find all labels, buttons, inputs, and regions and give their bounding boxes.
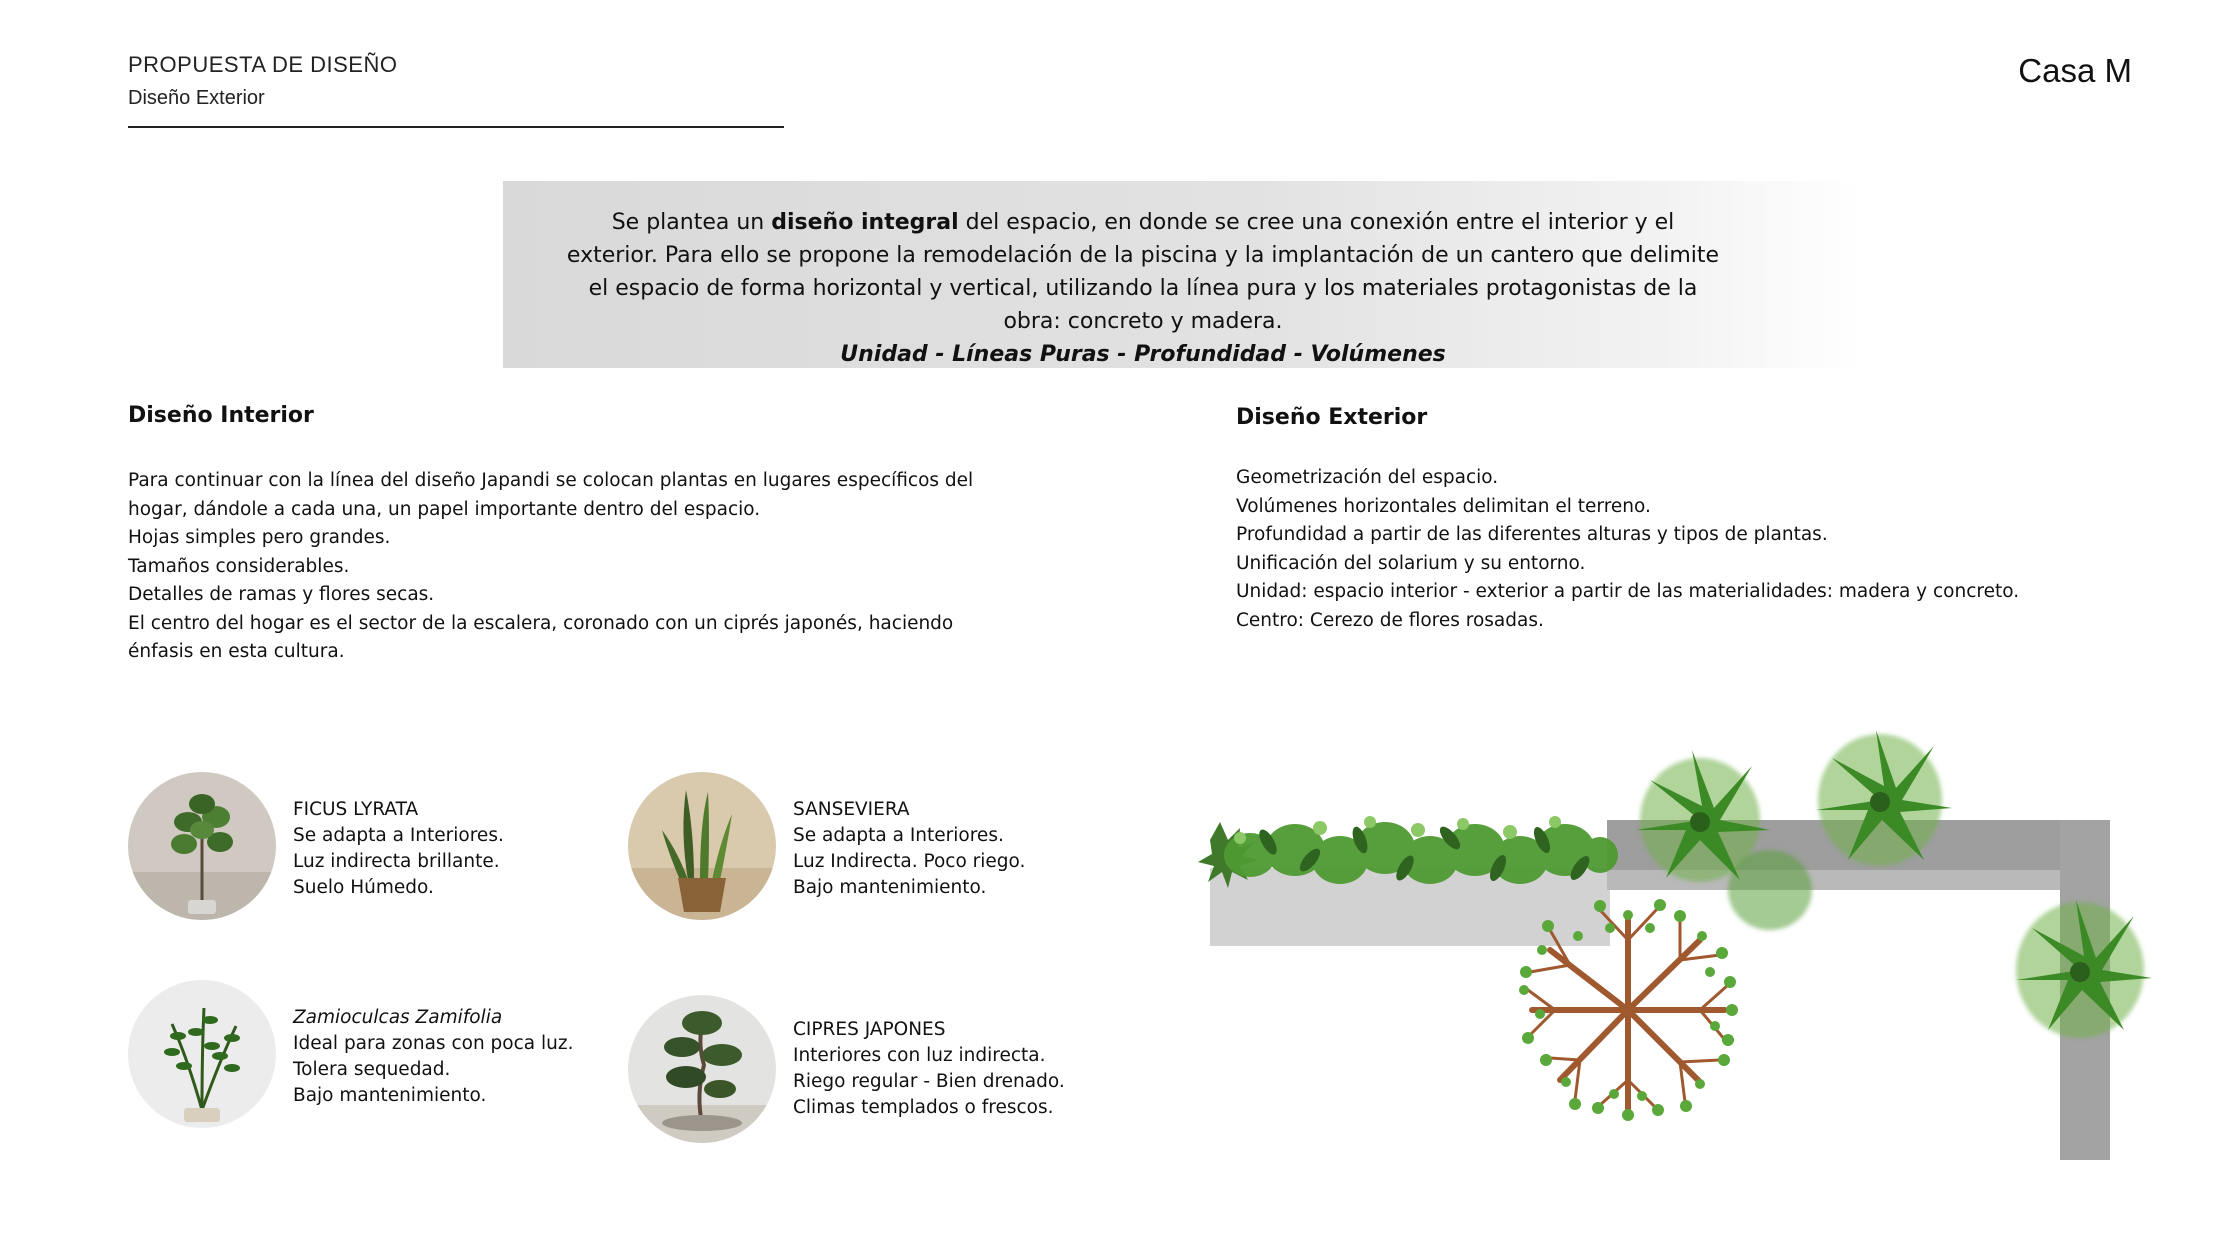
interior-line: El centro del hogar es el sector de la escalera, coronado con un ciprés japonés, haciendo [128,612,954,634]
intro-text-start: Se plantea un [611,210,765,235]
plant-detail: Se adapta a Interiores. [293,825,504,846]
interior-line: Detalles de ramas y flores secas. [128,584,435,605]
plant-name: FICUS LYRATA [293,799,419,820]
interior-title: Diseño Interior [128,403,314,428]
exterior-title: Diseño Exterior [1236,405,1428,430]
plant-info [293,797,504,901]
site-plan-illustration [1180,710,2200,1170]
exterior-line: Volúmenes horizontales delimitan el terreno. [1236,495,1651,517]
interior-line: Para continuar con la línea del diseño Japandi se colocan plantas en lugares específicos del [128,470,974,491]
plant-detail: Luz indirecta brillante. [293,851,500,872]
plant-name: Zamioculcas Zamifolia [293,1007,503,1028]
exterior-line: Profundidad a partir de las diferentes alturas y tipos de plantas. [1236,524,1828,545]
central-tree [1519,899,1738,1121]
plant-detail: Luz Indirecta. Poco riego. [793,851,1026,872]
plant-detail: Interiores con luz indirecta. [793,1045,1046,1066]
exterior-text [1236,464,2019,635]
ficus-photo [128,772,276,920]
interior-line: Tamaños considerables. [128,555,350,577]
plant-detail: Tolera sequedad. [293,1059,451,1080]
interior-text [128,467,973,667]
plant-detail: Climas templados o frescos. [793,1097,1054,1118]
plant-info [793,1017,1065,1121]
interior-line: Hojas simples pero grandes. [128,527,391,548]
plant-card-ficus [128,772,504,920]
plant-detail: Se adapta a Interiores. [793,825,1004,846]
plant-card-sanseviera [628,772,1025,920]
exterior-line: Centro: Cerezo de flores rosadas. [1236,609,1544,631]
cipres-photo [628,995,776,1143]
page-subtitle: Diseño Exterior [128,87,265,109]
plant-name: CIPRES JAPONES [793,1019,946,1040]
exterior-line: Geometrización del espacio. [1236,467,1499,488]
plant-detail: Bajo mantenimiento. [793,877,987,898]
zamioculcas-photo [128,980,276,1128]
plant-card-cipres [628,995,1065,1143]
plant-detail: Bajo mantenimiento. [293,1085,487,1106]
intro-banner [503,181,1863,368]
interior-line: énfasis en esta cultura. [128,641,345,662]
plant-name: SANSEVIERA [793,799,910,820]
intro-motto: Unidad - Líneas Puras - Profundidad - Volúmenes [840,342,1446,367]
page-title: PROPUESTA DE DISEÑO [128,52,398,77]
plant-info [293,1005,573,1109]
plant-detail: Suelo Húmedo. [293,877,434,898]
plant-detail: Riego regular - Bien drenado. [793,1071,1065,1092]
planter-volume-lower [1210,868,1610,946]
intro-text-bold: diseño integral [771,210,959,235]
exterior-line: Unificación del solarium y su entorno. [1236,552,1586,574]
exterior-line: Unidad: espacio interior - exterior a partir de las materialidades: madera y concreto. [1236,581,2020,602]
sansevieria-photo [628,772,776,920]
intro-text [563,206,1723,371]
project-name: Casa M [2018,52,2132,89]
plant-detail: Ideal para zonas con poca luz. [293,1033,574,1054]
plant-card-zamioculcas [128,980,573,1128]
interior-line: hogar, dándole a cada una, un papel importante dentro del espacio. [128,498,761,520]
plant-info [793,797,1025,901]
intro-text-rest: del espacio, en donde se cree una conexión entre el interior y el exterior. Para ello se propone la remodelación de la piscina y la implantación de un cantero que delimite el espacio de forma horizontal y vertical, utilizando la línea pura y los materiales protagonistas de la obra: concreto y madera. [566,210,1720,334]
header-divider [128,126,784,128]
